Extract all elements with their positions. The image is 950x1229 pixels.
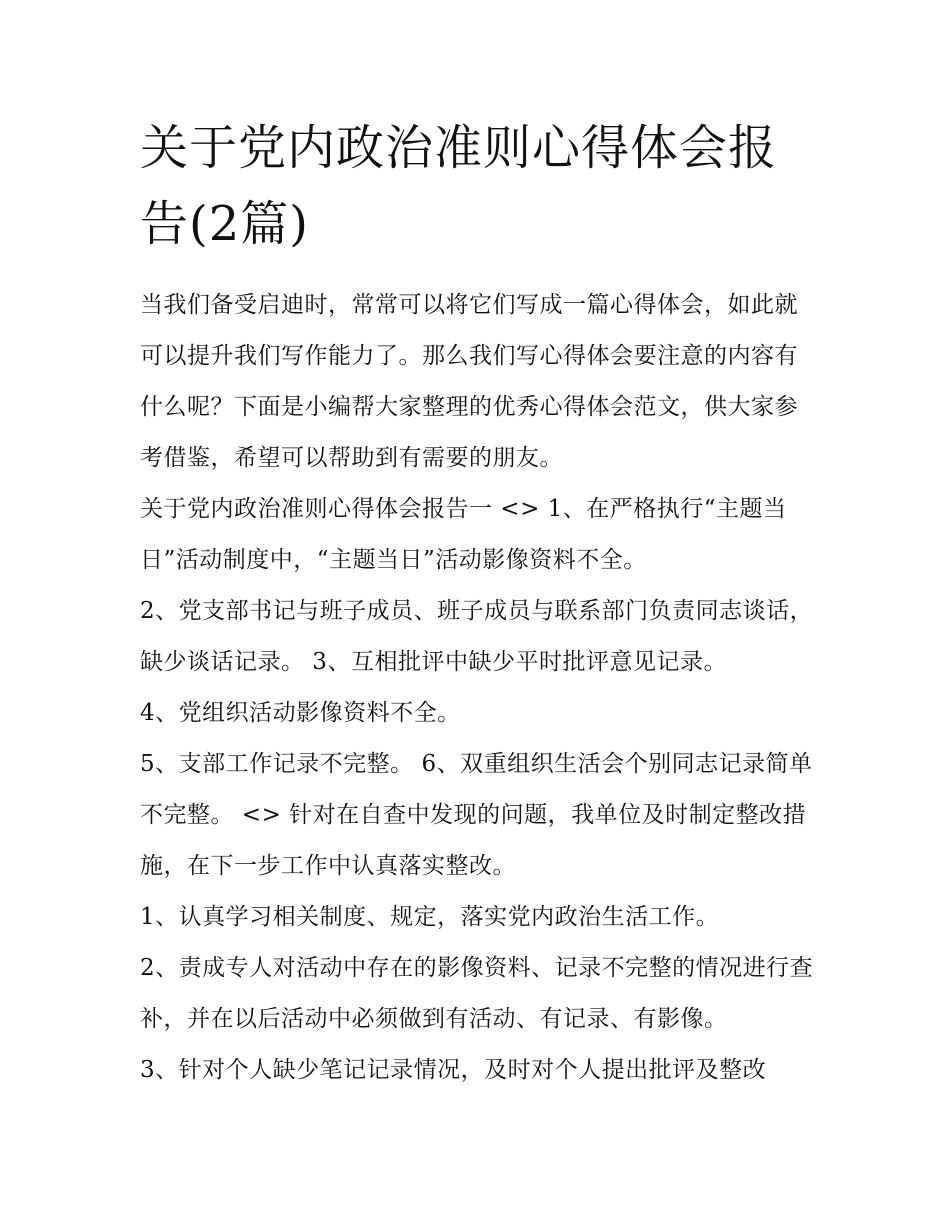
paragraph-item-5-6: 5、支部工作记录不完整。 6、双重组织生活会个别同志记录简单不完整。 <> 针对在自查中发现的问题，我单位及时制定整改措施，在下一步工作中认真落实整改。 (140, 751, 813, 879)
paragraph-measure-1: 1、认真学习相关制度、规定，落实党内政治生活工作。 (140, 904, 720, 930)
paragraph-item-2-3: 2、党支部书记与班子成员、班子成员与联系部门负责同志谈话，缺少谈话记录。 3、互相批评中缺少平时批评意见记录。 (140, 598, 814, 675)
paragraph-measure-2: 2、责成专人对活动中存在的影像资料、记录不完整的情况进行查补，并在以后活动中必须做到有活动、有记录、有影像。 (140, 955, 814, 1032)
document-page (140, 110, 820, 1096)
document-title: 关于党内政治准则心得体会报告(2篇) (140, 120, 778, 252)
paragraph-measure-3: 3、针对个人缺少笔记记录情况，及时对个人提出批评及整改 (140, 1057, 767, 1083)
paragraph-intro: 当我们备受启迪时，常常可以将它们写成一篇心得体会，如此就可以提升我们写作能力了。那么我们写心得体会要注意的内容有什么呢？下面是小编帮大家整理的优秀心得体会范文，供大家参考借鉴，希望可以帮助到有需要的朋友。 (140, 292, 798, 471)
paragraph-report-one: 关于党内政治准则心得体会报告一 <> 1、在严格执行“主题当日”活动制度中，“主题当日”活动影像资料不全。 (140, 496, 787, 573)
paragraph-item-4: 4、党组织活动影像资料不全。 (140, 700, 461, 726)
